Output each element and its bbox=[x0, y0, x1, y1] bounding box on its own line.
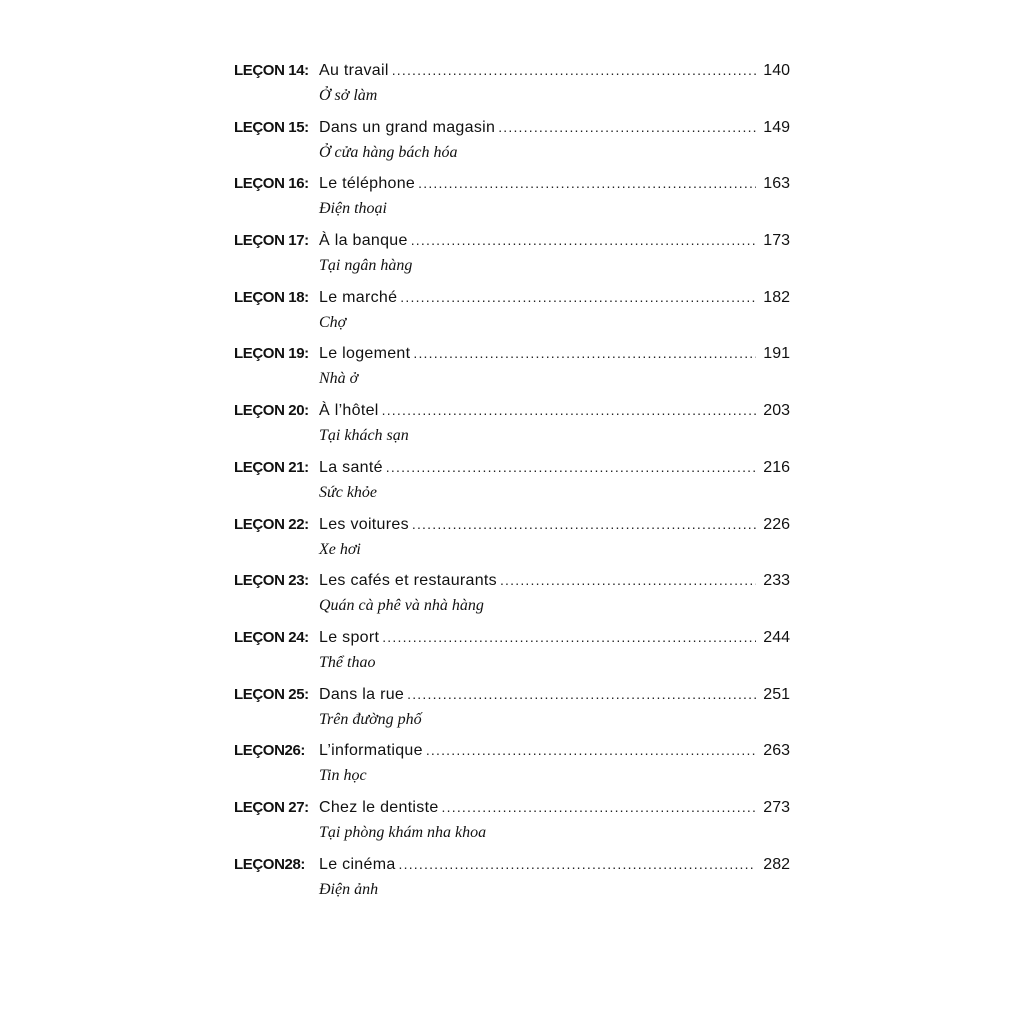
lesson-subtitle: Ở cửa hàng bách hóa bbox=[319, 143, 458, 161]
dot-leader bbox=[386, 459, 756, 475]
lesson-subtitle: Nhà ở bbox=[319, 370, 359, 388]
lesson-title: Les voitures bbox=[319, 515, 409, 533]
toc-entry-row bbox=[234, 686, 790, 710]
dot-leader bbox=[412, 516, 756, 532]
page-number: 163 bbox=[763, 175, 790, 193]
lesson-title: Le cinéma bbox=[319, 855, 396, 873]
lesson-title: À l’hôtel bbox=[319, 402, 379, 420]
lesson-subtitle: Sức khỏe bbox=[319, 483, 378, 501]
lesson-title: Le téléphone bbox=[319, 175, 416, 193]
lesson-subtitle: Tại phòng khám nha khoa bbox=[319, 823, 487, 841]
lesson-title: L’informatique bbox=[319, 742, 423, 760]
dot-leader bbox=[392, 62, 756, 78]
toc-entry-row bbox=[234, 175, 790, 199]
toc-entry bbox=[234, 289, 790, 346]
toc-entry bbox=[234, 119, 790, 176]
page-number: 263 bbox=[763, 742, 790, 760]
page-number: 244 bbox=[763, 628, 790, 646]
page-number: 191 bbox=[763, 345, 790, 363]
toc-entry bbox=[234, 686, 790, 743]
toc-entry-row bbox=[234, 572, 790, 596]
lesson-label: LEÇON 18: bbox=[234, 288, 309, 306]
toc-entry bbox=[234, 572, 790, 629]
toc-entry bbox=[234, 232, 790, 289]
lesson-label: LEÇON 23: bbox=[234, 572, 309, 590]
dot-leader bbox=[382, 629, 756, 645]
dot-leader bbox=[442, 799, 756, 815]
dot-leader bbox=[500, 572, 756, 588]
toc-entry-row bbox=[234, 289, 790, 313]
dot-leader bbox=[399, 856, 756, 872]
dot-leader bbox=[426, 742, 756, 758]
toc-entry-row bbox=[234, 119, 790, 143]
toc-entry-row bbox=[234, 742, 790, 766]
lesson-subtitle: Tại khách sạn bbox=[319, 427, 409, 445]
page-number: 216 bbox=[763, 458, 790, 476]
lesson-title: À la banque bbox=[319, 232, 408, 250]
toc-entry-row bbox=[234, 516, 790, 540]
page-number: 149 bbox=[763, 118, 790, 136]
dot-leader bbox=[407, 686, 756, 702]
toc-entry-row bbox=[234, 232, 790, 256]
toc-entry-row bbox=[234, 459, 790, 483]
dot-leader bbox=[413, 345, 756, 361]
lesson-title: Chez le dentiste bbox=[319, 798, 439, 816]
lesson-subtitle: Điện ảnh bbox=[319, 880, 379, 898]
lesson-subtitle: Điện thoại bbox=[319, 200, 387, 218]
lesson-title: Le logement bbox=[319, 345, 411, 363]
page-number: 203 bbox=[763, 402, 790, 420]
toc-entry-row bbox=[234, 402, 790, 426]
lesson-label: LEÇON 17: bbox=[234, 232, 309, 250]
dot-leader bbox=[411, 232, 756, 248]
toc-entry bbox=[234, 62, 790, 119]
toc-entry bbox=[234, 856, 790, 913]
dot-leader bbox=[418, 175, 756, 191]
lesson-label: LEÇON 19: bbox=[234, 345, 309, 363]
lesson-subtitle: Tại ngân hàng bbox=[319, 257, 413, 275]
page-number: 273 bbox=[763, 798, 790, 816]
table-of-contents bbox=[234, 62, 790, 912]
toc-entry bbox=[234, 799, 790, 856]
lesson-label: LEÇON 25: bbox=[234, 685, 309, 703]
lesson-title: Le marché bbox=[319, 288, 398, 306]
lesson-label: LEÇON 15: bbox=[234, 118, 309, 136]
toc-entry bbox=[234, 629, 790, 686]
lesson-label: LEÇON 16: bbox=[234, 175, 309, 193]
page-number: 226 bbox=[763, 515, 790, 533]
lesson-title: La santé bbox=[319, 458, 383, 476]
lesson-title: Le sport bbox=[319, 628, 380, 646]
toc-entry bbox=[234, 459, 790, 516]
lesson-label: LEÇON26: bbox=[234, 742, 305, 760]
lesson-subtitle: Tin học bbox=[319, 767, 367, 785]
lesson-title: Au travail bbox=[319, 62, 389, 79]
lesson-label: LEÇON28: bbox=[234, 855, 305, 873]
toc-entry bbox=[234, 402, 790, 459]
toc-entry bbox=[234, 516, 790, 573]
lesson-label: LEÇON 14: bbox=[234, 62, 309, 79]
lesson-label: LEÇON 24: bbox=[234, 628, 309, 646]
page-number: 282 bbox=[763, 855, 790, 873]
lesson-subtitle: Trên đường phố bbox=[319, 710, 422, 728]
lesson-label: LEÇON 21: bbox=[234, 458, 309, 476]
lesson-subtitle: Quán cà phê và nhà hàng bbox=[319, 597, 484, 615]
lesson-label: LEÇON 20: bbox=[234, 402, 309, 420]
page-number: 251 bbox=[763, 685, 790, 703]
lesson-title: Les cafés et restaurants bbox=[319, 572, 497, 590]
toc-entry-row bbox=[234, 629, 790, 653]
page-number: 182 bbox=[763, 288, 790, 306]
lesson-title: Dans un grand magasin bbox=[319, 118, 496, 136]
lesson-subtitle: Chợ bbox=[319, 313, 347, 331]
toc-entry bbox=[234, 345, 790, 402]
toc-entry-row bbox=[234, 799, 790, 823]
lesson-subtitle: Xe hơi bbox=[319, 540, 361, 558]
toc-entry-row bbox=[234, 62, 790, 86]
toc-entry-row bbox=[234, 345, 790, 369]
lesson-label: LEÇON 27: bbox=[234, 798, 309, 816]
toc-entry bbox=[234, 175, 790, 232]
toc-entry-row bbox=[234, 856, 790, 880]
lesson-subtitle: Ở sở làm bbox=[319, 87, 378, 104]
toc-entry bbox=[234, 742, 790, 799]
page-number: 140 bbox=[763, 62, 790, 79]
lesson-title: Dans la rue bbox=[319, 685, 405, 703]
lesson-label: LEÇON 22: bbox=[234, 515, 309, 533]
page-number: 233 bbox=[763, 572, 790, 590]
page-number: 173 bbox=[763, 232, 790, 250]
lesson-subtitle: Thể thao bbox=[319, 653, 376, 671]
dot-leader bbox=[400, 289, 756, 305]
dot-leader bbox=[498, 119, 756, 135]
dot-leader bbox=[382, 402, 756, 418]
